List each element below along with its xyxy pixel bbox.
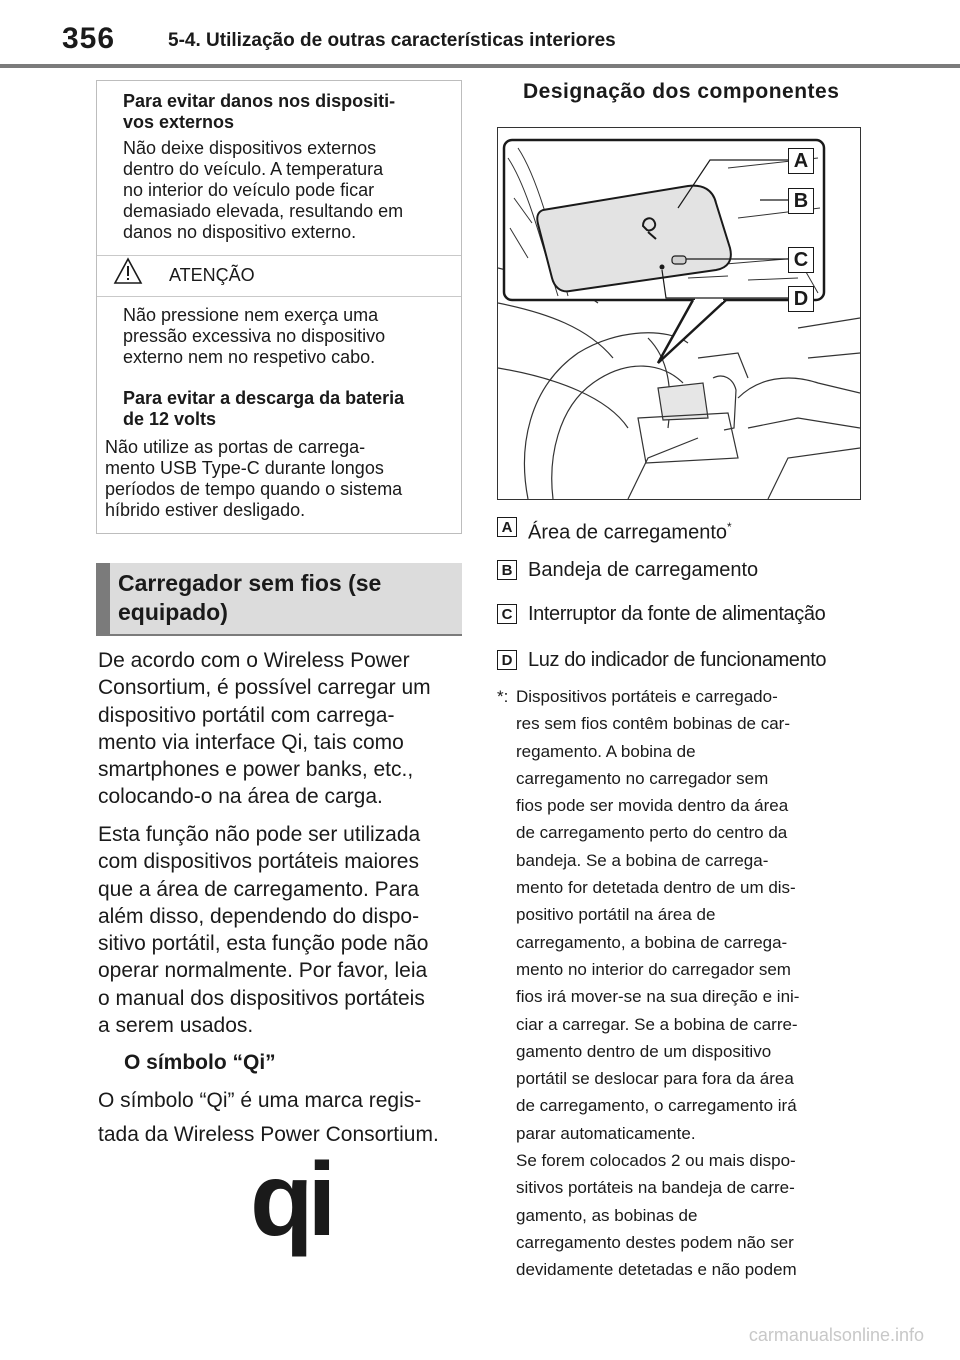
section-title: Carregador sem fios (se equipado)	[118, 570, 382, 625]
footnote-text: Dispositivos portáteis e carregado- res sem fios contêm bobinas de car- regamento. A bobina de carregamento no carregador sem fios pode ser movida dentro da área de carregamento perto do centro da bandeja. Se a bobina de carrega- mento for detetada dentro de um dis- positivo portátil na área de carregamento, a bobina de carrega- mento no interior do carregador sem fios irá mover-se na sua direção e ini- ciar a carregar. Se a bobina de carre- gamento dentro de um dispositivo portátil se deslocar para fora da área de carregamento, o carregamento irá parar automaticamente. Se forem colocados 2 ou mais dispo- sitivos portáteis na bandeja de carre- gamento, as bobinas de carregamento destes podem não ser devidamente detetadas e não podem	[516, 687, 800, 1280]
header-rule	[0, 64, 960, 68]
warning-divider	[97, 296, 461, 297]
callout-a: A	[788, 148, 814, 174]
limitations-paragraph: Esta função não pode ser utilizada com dispositivos portáteis maiores que a área de carregamento. Para além disso, dependendo do dispo- sitivo portátil, esta função pode não operar normalmente. Por favor, leia o manual dos dispositivos portáteis a serem usados.	[98, 823, 429, 1038]
section-header	[96, 563, 462, 635]
page-number: 356	[62, 22, 116, 55]
chapter-title: 5-4. Utilização de outras características interiores	[168, 30, 616, 51]
footnote-mark: *:	[497, 687, 509, 706]
caution-label: ATENÇÃO	[169, 265, 255, 285]
warning-para-usb: Não utilize as portas de carrega- mento USB Type-C durante longos períodos de tempo quando o sistema híbrido estiver desligado.	[105, 437, 403, 520]
intro-paragraph: De acordo com o Wireless Power Consortium, é possível carregar um dispositivo portátil com carrega- mento via interface Qi, tais como smartphones e power banks, etc., colocando-o na área de carga.	[98, 649, 431, 809]
wireless-charger-illustration	[497, 127, 861, 500]
warning-para-temperature: Não deixe dispositivos externos dentro do veículo. A temperatura no interior do veículo pode ficar demasiado elevada, resultando em danos no dispositivo externo.	[123, 138, 404, 242]
caution-triangle-icon	[113, 257, 143, 285]
callout-c: C	[788, 247, 814, 273]
warning-box	[96, 80, 462, 534]
callout-d: D	[788, 286, 814, 312]
components-heading: Designação dos componentes	[523, 80, 840, 103]
callout-b: B	[788, 188, 814, 214]
section-accent-bar	[96, 563, 110, 635]
qi-paragraph: O símbolo “Qi” é uma marca regis- tada da Wireless Power Consortium.	[98, 1089, 439, 1146]
qi-heading: O símbolo “Qi”	[124, 1051, 276, 1074]
warning-divider	[97, 255, 461, 256]
warning-para-pressure: Não pressione nem exerça uma pressão excessiva no dispositivo externo nem no respetivo cabo.	[123, 305, 386, 367]
section-rule	[96, 634, 462, 636]
warning-heading-external-devices: Para evitar danos nos dispositi- vos externos	[123, 91, 396, 132]
warning-heading-battery: Para evitar a descarga da bateria de 12 volts	[123, 388, 405, 429]
watermark: carmanualsonline.info	[748, 1325, 924, 1345]
car-console-drawing	[498, 128, 860, 499]
qi-logo: qi	[250, 1142, 331, 1258]
